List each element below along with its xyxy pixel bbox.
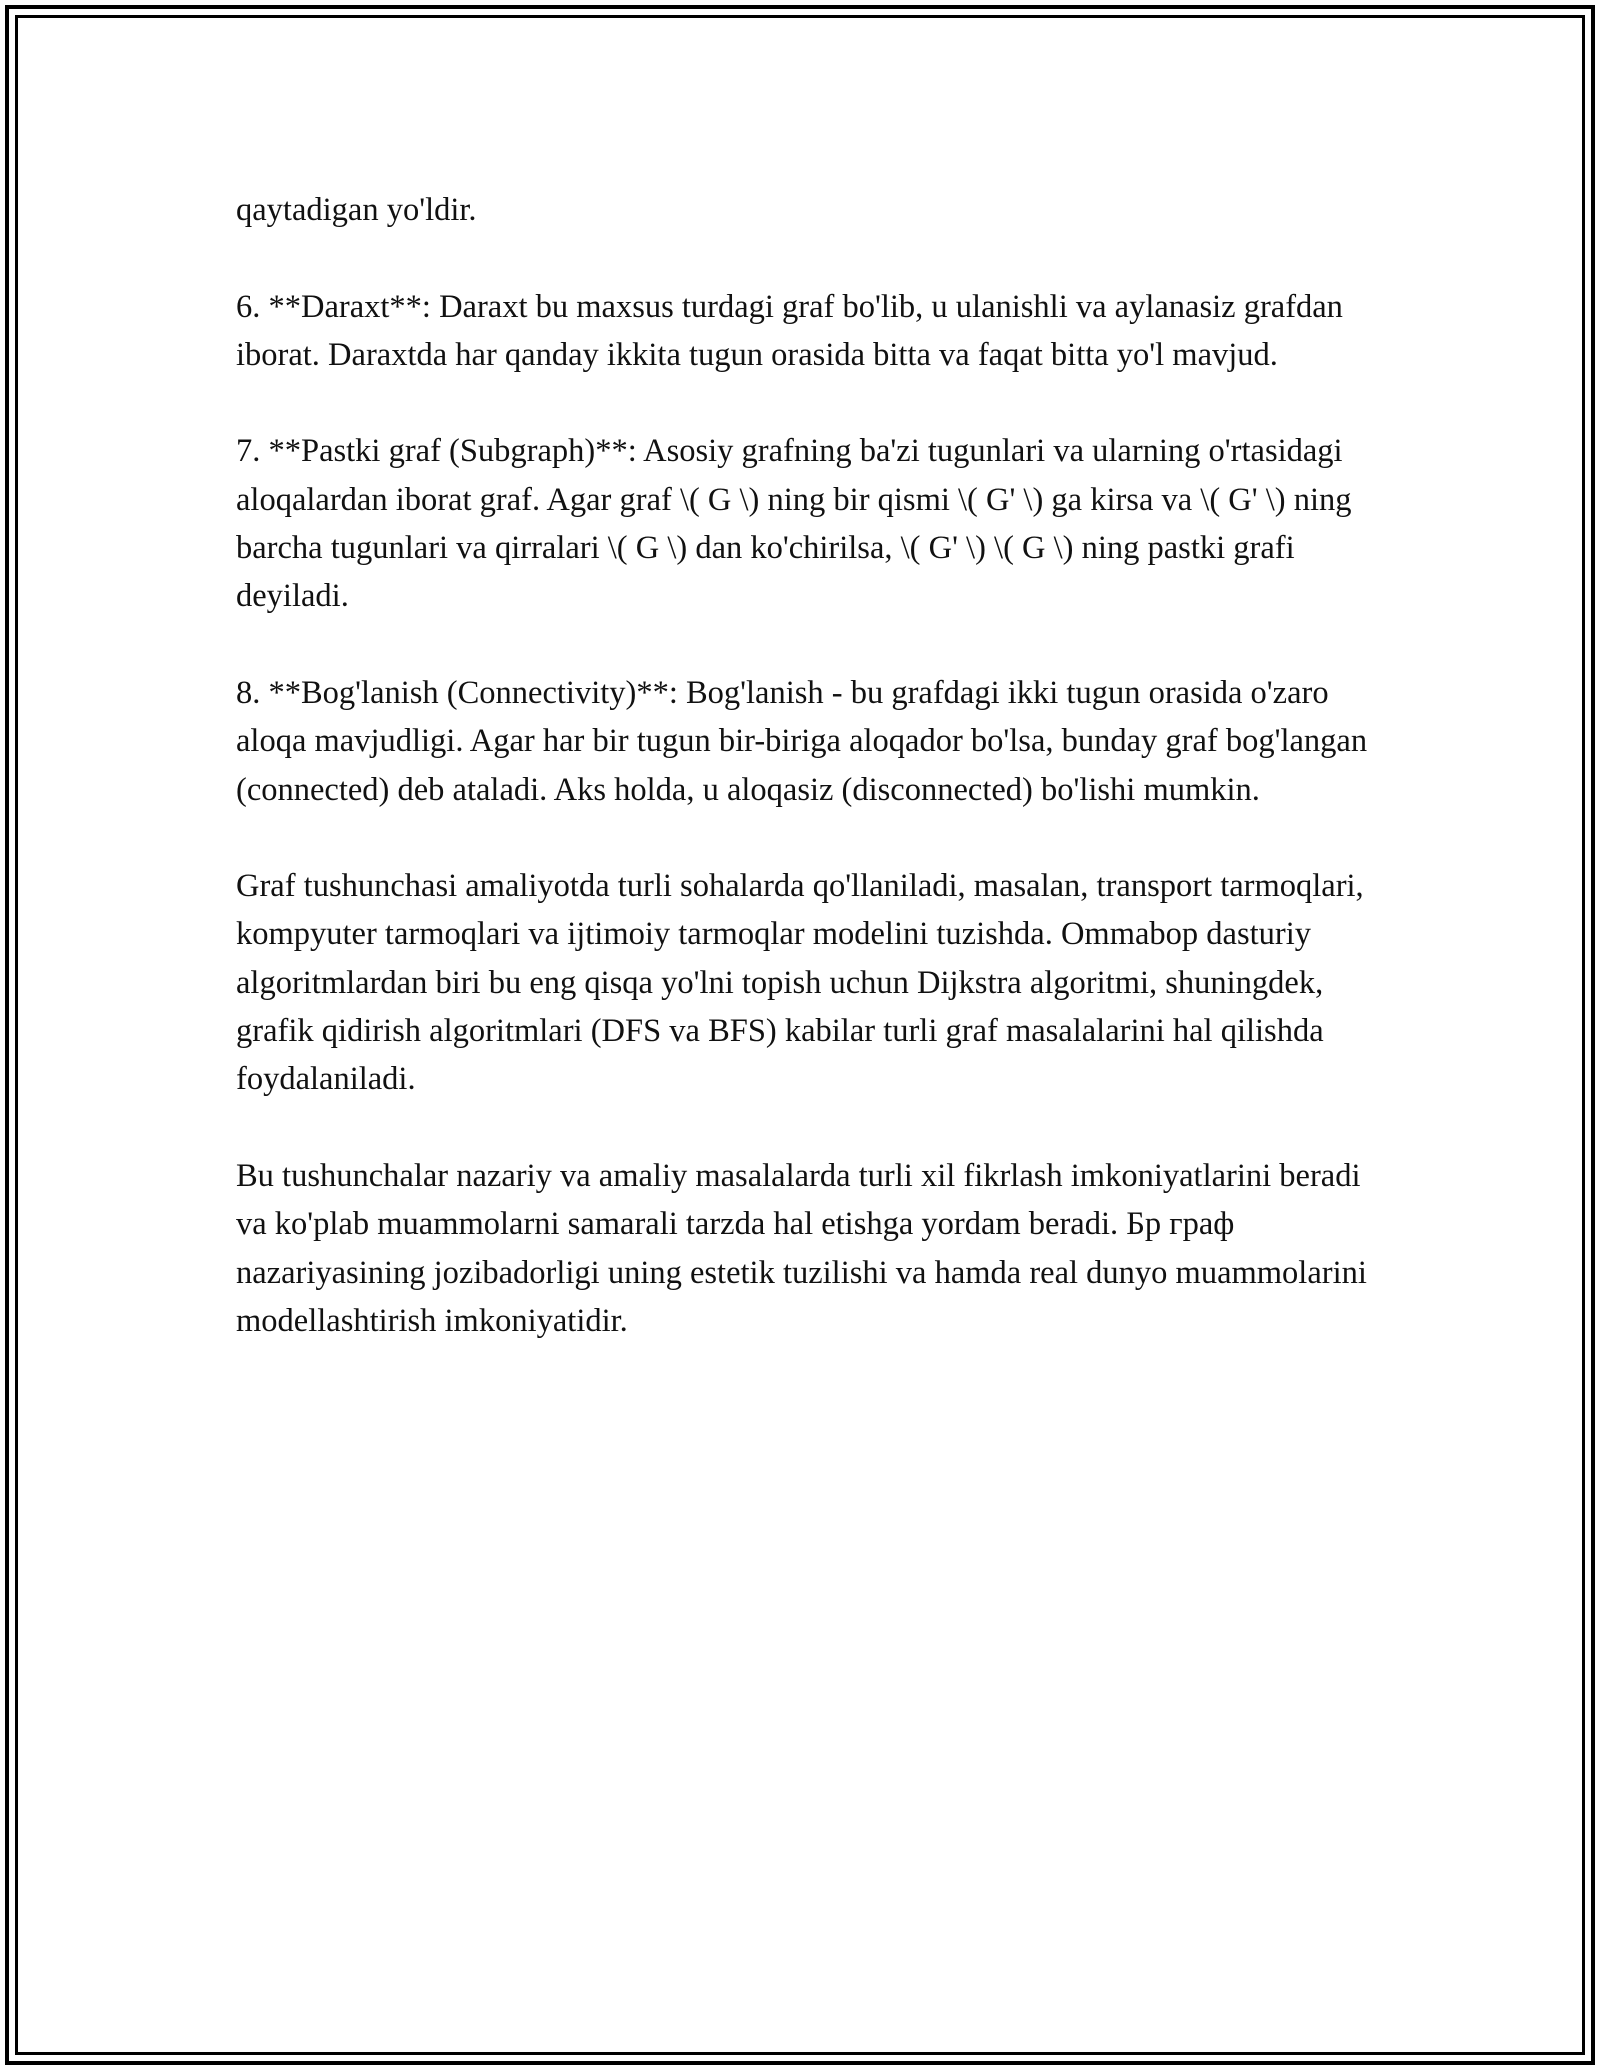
paragraph-applications: Graf tushunchasi amaliyotda turli sohalarda qo'llaniladi, masalan, transport tarmoqlari, kompyuter tarmoqlari va ijtimoiy tarmoqlar modelini tuzishda. Ommabop dasturiy algoritmlardan biri bu eng qisqa yo'lni topish uchun Dijkstra algoritmi, shuningdek, grafik qidirish algoritmlari (DFS va BFS) kabilar turli graf masalalarini hal qilishda foydalaniladi. <box>236 868 1364 1098</box>
document-body <box>236 186 1370 1393</box>
paragraph-conclusion: Bu tushunchalar nazariy va amaliy masalalarda turli xil fikrlash imkoniyatlarini beradi va ko'plab muammolarni samarali tarzda hal etishga yordam beradi. Бр граф nazariyasining jozibadorligi uning estetik tuzilishi va hamda real dunyo muammolarini modellashtirish imkoniyatidir. <box>236 1157 1367 1339</box>
paragraph-continuation: qaytadigan yo'ldir. <box>236 192 477 228</box>
paragraph-item-7-subgraph: 7. **Pastki graf (Subgraph)**: Asosiy grafning ba'zi tugunlari va ularning o'rtasidagi aloqalardan iborat graf. Agar graf \( G \) ning bir qismi \( G' \) ga kirsa va \( G' \) ning barcha tugunlari va qirralari \( G \) dan ko'chirilsa, \( G' \) \( G \) ning pastki grafi deyiladi. <box>236 433 1352 615</box>
paragraph-item-6-daraxt: 6. **Daraxt**: Daraxt bu maxsus turdagi graf bo'lib, u ulanishli va aylanasiz grafdan iborat. Daraxtda har qanday ikkita tugun orasida bitta va faqat bitta yo'l mavjud. <box>236 288 1343 373</box>
paragraph-item-8-connectivity: 8. **Bog'lanish (Connectivity)**: Bog'lanish - bu grafdagi ikki tugun orasida o'zaro aloqa mavjudligi. Agar har bir tugun bir-biriga aloqador bo'lsa, bunday graf bog'langan (connected) deb ataladi. Aks holda, u aloqasiz (disconnected) bo'lishi mumkin. <box>236 674 1368 808</box>
